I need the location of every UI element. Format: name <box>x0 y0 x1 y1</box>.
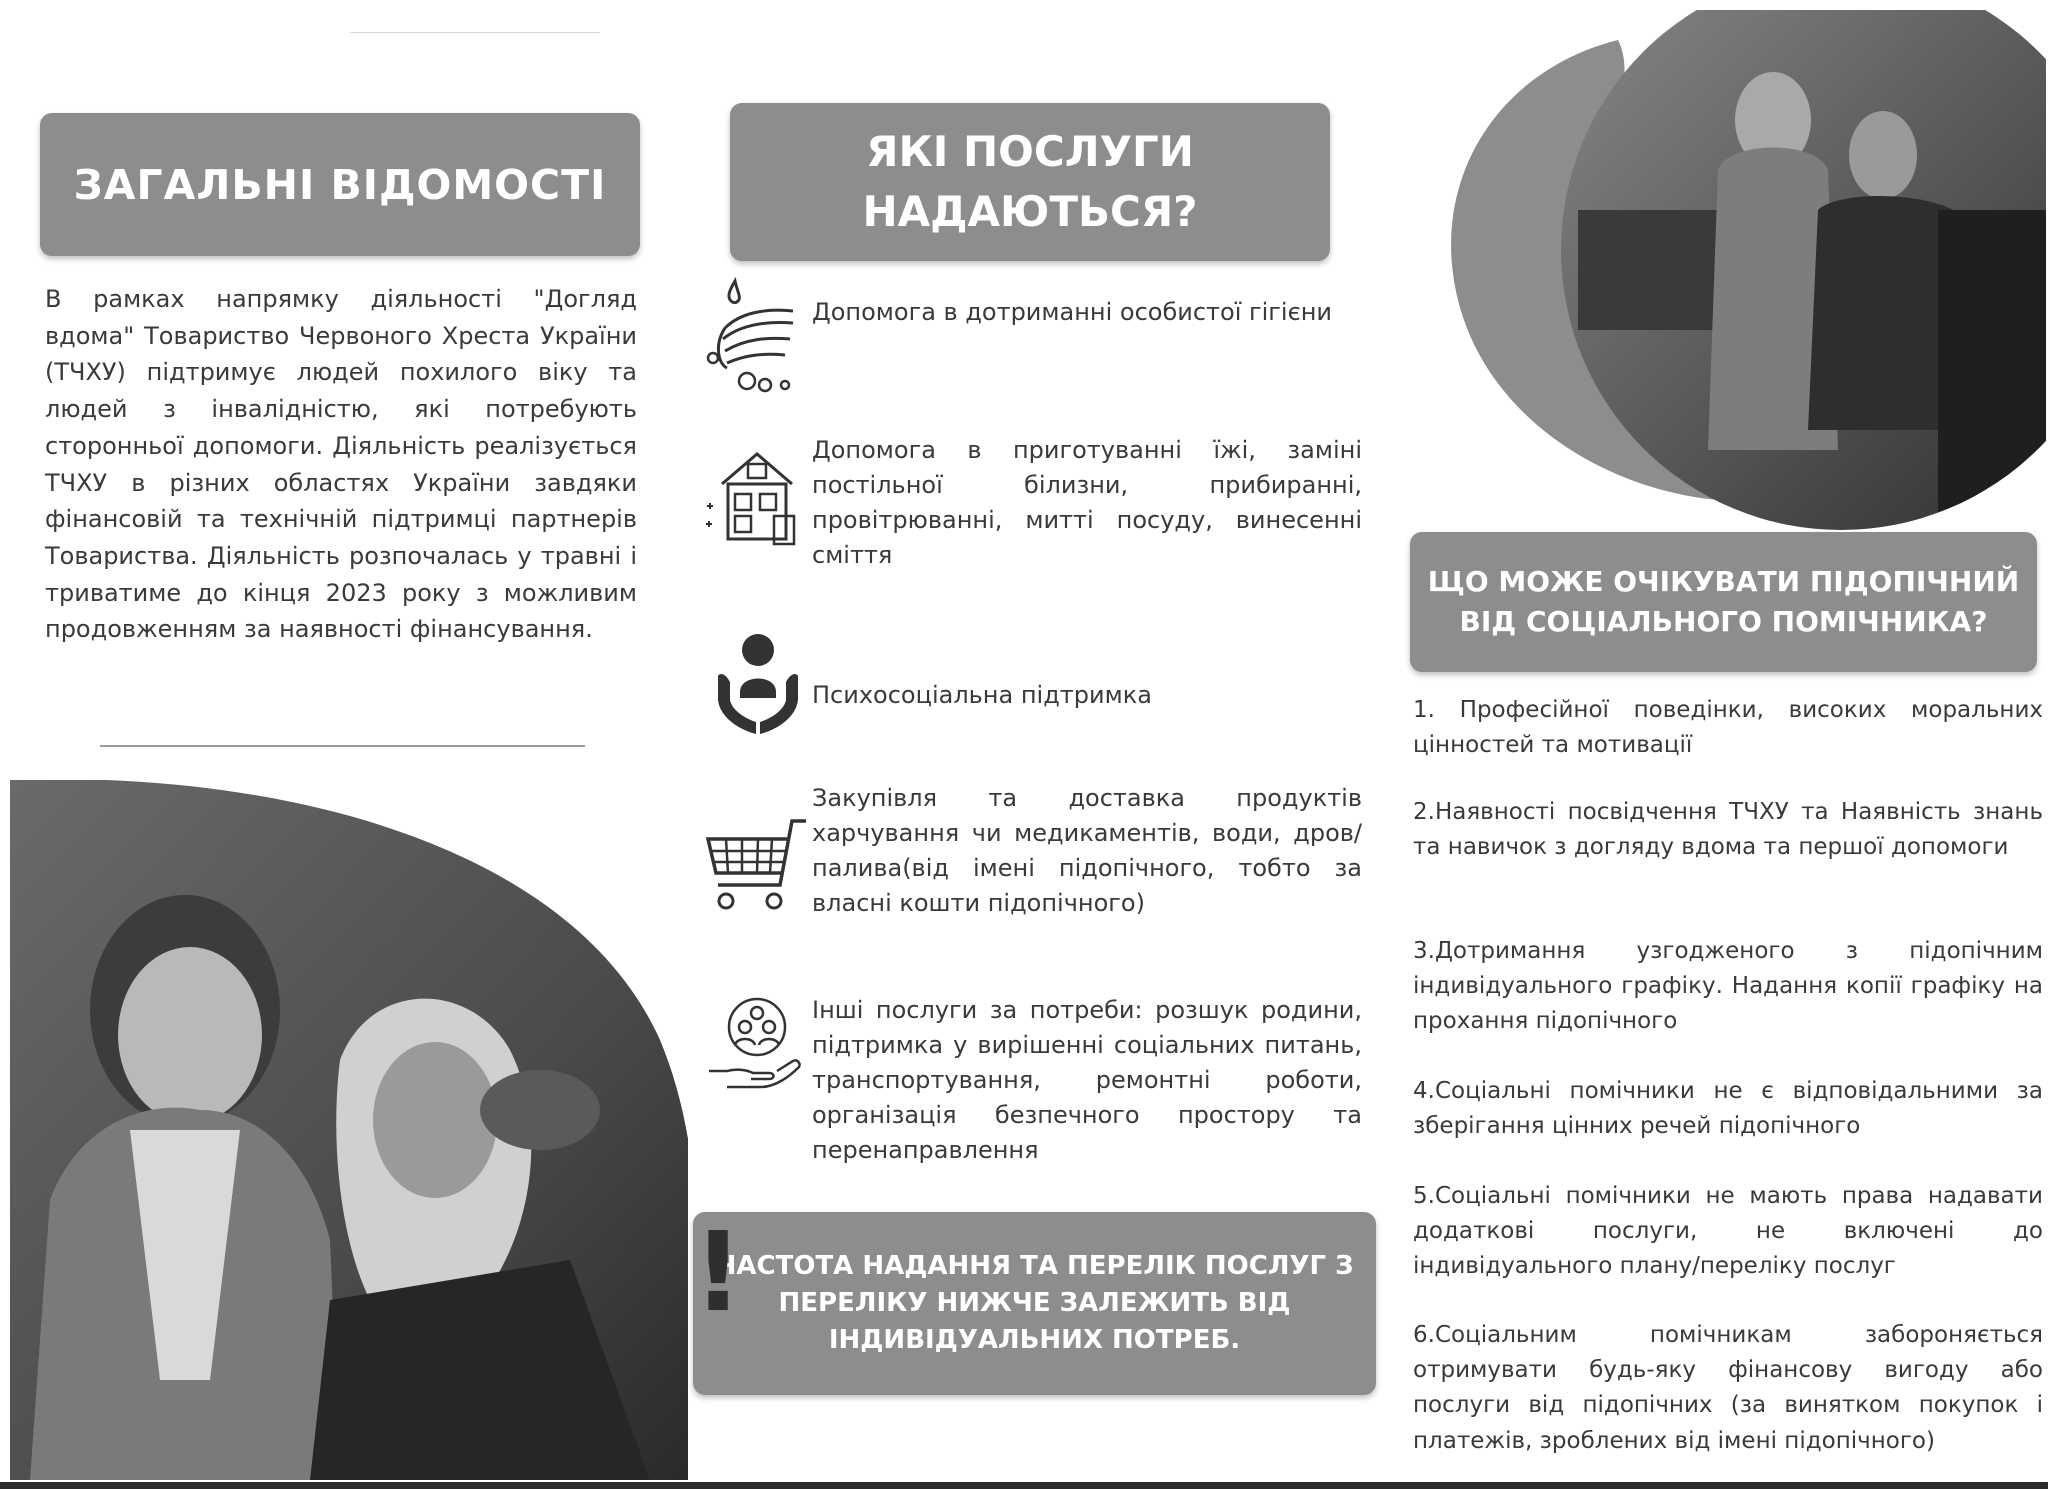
expectation-item: 5.Соціальні помічники не мають права надавати додаткові послуги, не включені до індивідуального плану/переліку послуг <box>1413 1183 2043 1280</box>
photo-illustration <box>10 780 688 1480</box>
bottom-edge <box>0 1482 2048 1489</box>
notice-line: ЧАСТОТА НАДАННЯ ТА ПЕРЕЛІК ПОСЛУГ З <box>715 1251 1354 1281</box>
service-text: Закупівля та доставка продуктів харчування чи медикаментів, води, дров/ палива(від імені підопічного, тобто за власні кошти підопічного) <box>812 784 1362 917</box>
service-text: Психосоціальна підтримка <box>812 681 1152 709</box>
expectation-item: 3.Дотримання узгодженого з підопічним індивідуального графіку. Надання копії графіку на прохання підопічного <box>1413 938 2043 1035</box>
column-divider <box>100 745 585 747</box>
volunteer-with-elderly-woman-photo <box>10 780 688 1480</box>
photo-illustration <box>1378 10 2046 530</box>
services-heading <box>730 103 1330 261</box>
general-info-paragraph: В рамках напрямку діяльності "Догляд вдома" Товариство Червоного Хреста України (ТЧХУ) підтримує людей похилого віку та людей з інвалідністю, які потребують сторонньої допомоги. Діяльність реалізується ТЧХУ в різних областях України завдяки фінансовій та технічній підтримці партнерів Товариства. Діяльність розпочалась у травні і триватиме до кінця 2023 року з можливим продовженням за наявності фінансування. <box>45 285 637 644</box>
frequency-notice <box>693 1208 1376 1395</box>
expectation-item: 2.Наявності посвідчення ТЧХУ та Наявність знань та навичок з догляду вдома та першої допомоги <box>1413 799 2043 861</box>
shopping-cart-icon <box>702 815 812 915</box>
general-info-heading <box>40 113 640 256</box>
community-hand-icon <box>705 995 805 1095</box>
expectations-heading-line2: ВІД СОЦІАЛЬНОГО ПОМІЧНИКА? <box>1459 605 1988 638</box>
volunteer-with-man-photo <box>1378 10 2046 530</box>
top-divider <box>350 32 600 33</box>
general-info-heading-text: ЗАГАЛЬНІ ВІДОМОСТІ <box>73 160 607 209</box>
hand-washing-icon <box>705 273 800 398</box>
service-text: Допомога в приготуванні їжі, заміні постільної білизни, прибиранні, провітрюванні, митті посуду, винесенні сміття <box>812 436 1362 569</box>
expectation-item: 1. Професійної поведінки, високих моральних цінностей та мотивації <box>1413 697 2043 759</box>
notice-line: ПЕРЕЛІКУ НИЖЧЕ ЗАЛЕЖИТЬ ВІД <box>778 1288 1291 1318</box>
notice-line: ІНДИВІДУАЛЬНИХ ПОТРЕБ. <box>828 1325 1241 1355</box>
expectations-heading <box>1410 532 2037 672</box>
person-in-hands-icon <box>710 630 805 740</box>
service-text: Допомога в дотриманні особистої гігієни <box>812 298 1333 326</box>
expectation-item: 6.Соціальним помічникам забороняється отримувати будь-яку фінансову вигоду або послуги від підопічних (за винятком покупок і платежів, зроблених від імені підопічного) <box>1413 1322 2043 1454</box>
expectations-heading-line1: ЩО МОЖЕ ОЧІКУВАТИ ПІДОПІЧНИЙ <box>1427 565 2020 598</box>
services-heading-line2: НАДАЮТЬСЯ? <box>862 187 1198 236</box>
services-heading-line1: ЯКІ ПОСЛУГИ <box>866 127 1194 176</box>
service-text: Інші послуги за потреби: розшук родини, підтримка у вирішенні соціальних питань, транспортування, ремонтні роботи, організація безпечного простору та перенаправлення <box>812 996 1362 1164</box>
house-icon <box>702 444 807 549</box>
exclamation-mark-icon: ! <box>693 1208 744 1336</box>
expectation-item: 4.Соціальні помічники не є відповідальними за зберігання цінних речей підопічного <box>1413 1078 2043 1140</box>
